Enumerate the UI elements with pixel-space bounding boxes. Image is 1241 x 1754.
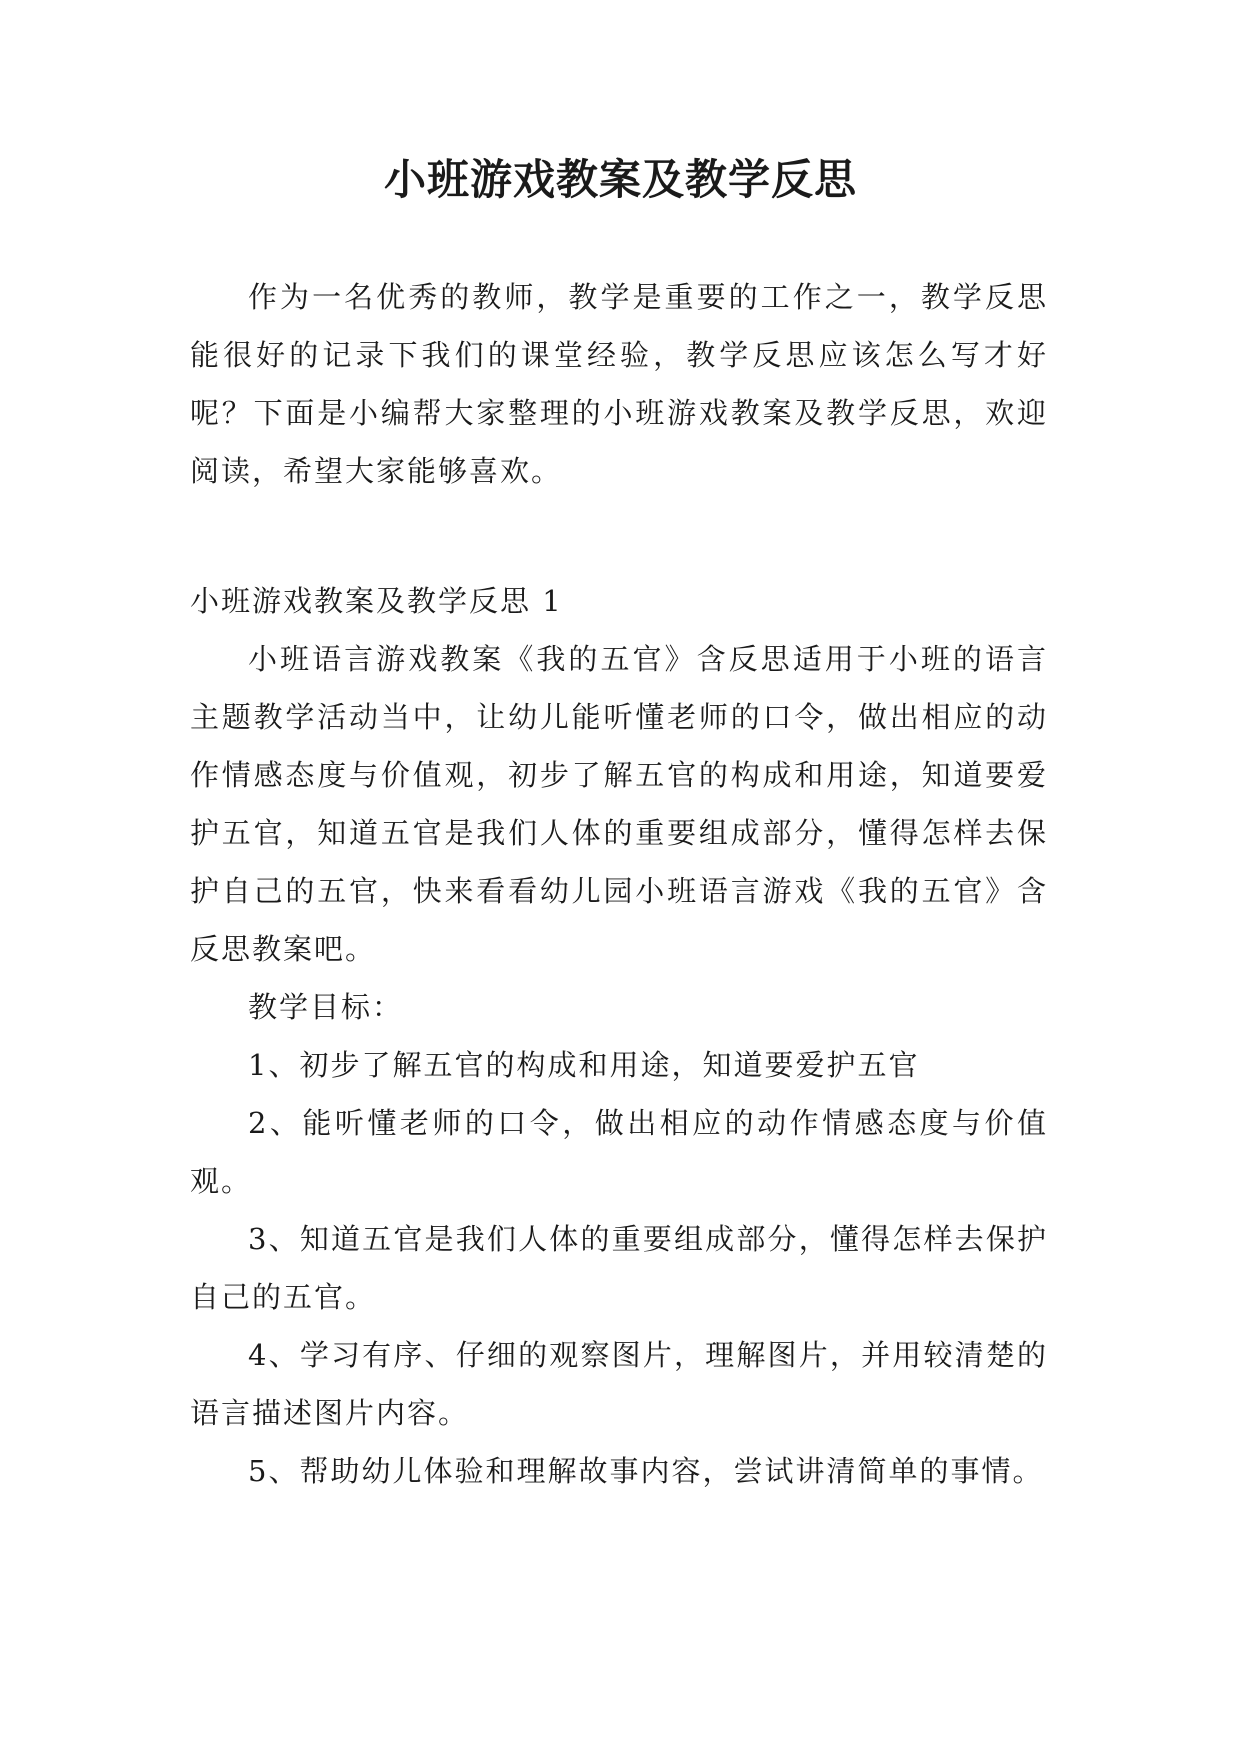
goal-item-4: 4、学习有序、仔细的观察图片，理解图片，并用较清楚的语言描述图片内容。 bbox=[190, 1338, 1048, 1430]
goal-item-2: 2、能听懂老师的口令，做出相应的动作情感态度与价值观。 bbox=[190, 1106, 1048, 1198]
goals-label: 教学目标： bbox=[248, 990, 404, 1024]
intro-paragraph: 作为一名优秀的教师，教学是重要的工作之一，教学反思能很好的记录下我们的课堂经验，教学反思应该怎么写才好呢？下面是小编帮大家整理的小班游戏教案及教学反思，欢迎阅读，希望大家能够喜欢。 bbox=[190, 280, 1048, 488]
goal-item-5: 5、帮助幼儿体验和理解故事内容，尝试讲清简单的事情。 bbox=[248, 1454, 1044, 1488]
section-heading: 小班游戏教案及教学反思 1 bbox=[190, 584, 563, 618]
section-intro-paragraph: 小班语言游戏教案《我的五官》含反思适用于小班的语言主题教学活动当中，让幼儿能听懂老师的口令，做出相应的动作情感态度与价值观，初步了解五官的构成和用途，知道要爱护五官，知道五官是我们人体的重要组成部分，懂得怎样去保护自己的五官，快来看看幼儿园小班语言游戏《我的五官》含反思教案吧。 bbox=[190, 642, 1048, 966]
goal-item-1: 1、初步了解五官的构成和用途，知道要爱护五官 bbox=[248, 1048, 920, 1082]
teaching-goals bbox=[190, 978, 1048, 1500]
document-title: 小班游戏教案及教学反思 bbox=[383, 155, 857, 204]
goal-item-3: 3、知道五官是我们人体的重要组成部分，懂得怎样去保护自己的五官。 bbox=[190, 1222, 1048, 1314]
